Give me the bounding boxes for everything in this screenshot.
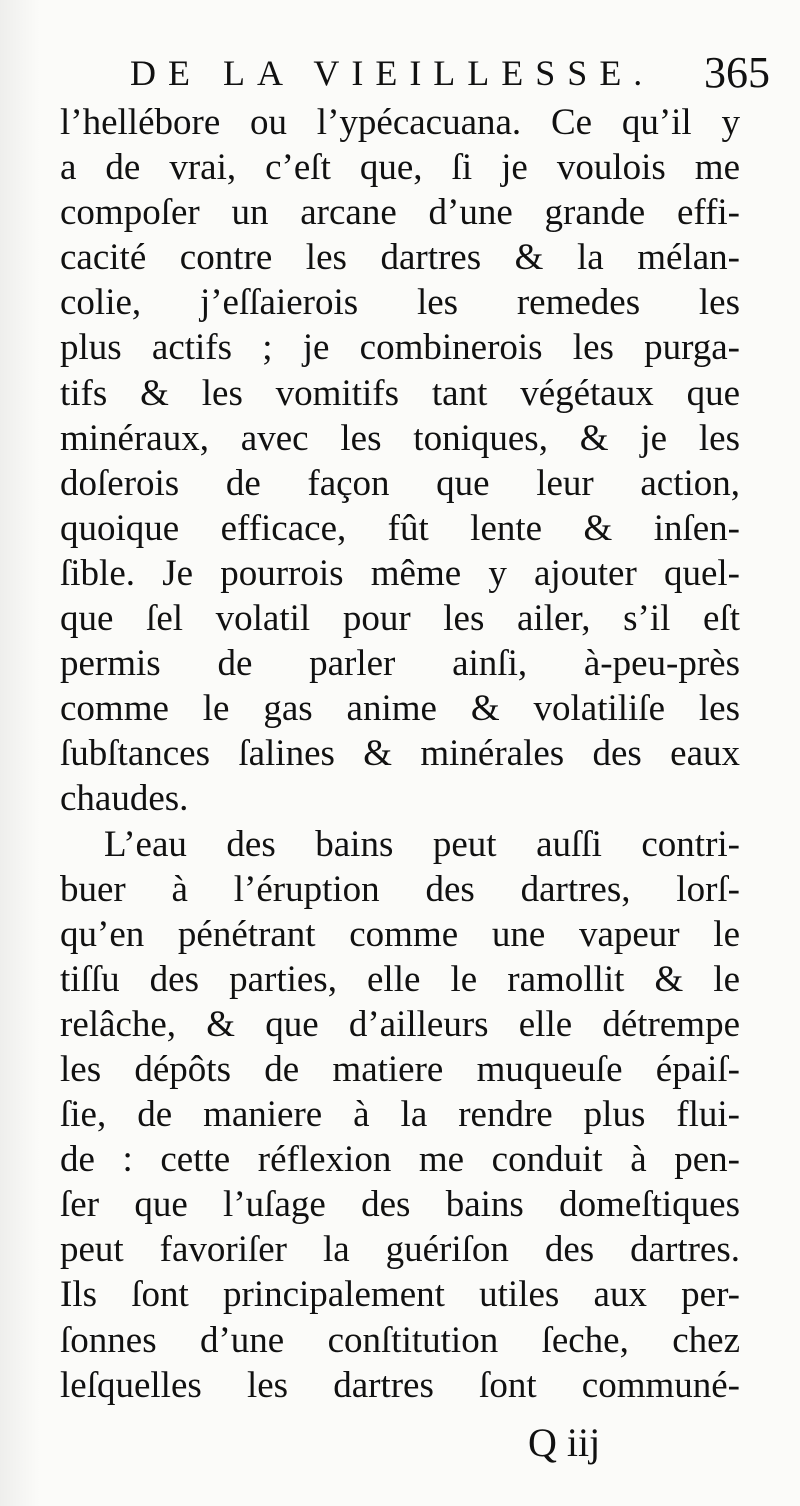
text-line: permis de parler ainſi, à-peu-près <box>60 643 740 685</box>
text-line: doſerois de façon que leur action, <box>60 462 740 504</box>
text-line: l’hellébore ou l’ypécacuana. Ce qu’il y <box>60 102 740 143</box>
text-line: qu’en pénétrant comme une vapeur le <box>60 913 740 955</box>
text-line: quoique efficace, fût lente & inſen- <box>60 507 740 549</box>
text-line: compoſer un arcane d’une grande effi- <box>60 192 740 234</box>
text-line: peut favoriſer la guériſon des dartres. <box>60 1229 740 1271</box>
text-line: tiſſu des parties, elle le ramollit & le <box>60 958 740 1000</box>
body-text <box>60 100 740 1408</box>
text-line: ſonnes d’une conſtitution ſeche, chez <box>60 1319 740 1361</box>
signature-mark: Q iij <box>528 1420 601 1465</box>
text-line: que ſel volatil pour les ailer, s’il eſt <box>60 598 740 640</box>
text-line: leſquelles les dartres ſont communé- <box>60 1364 740 1406</box>
running-head <box>130 48 770 98</box>
text-line: minéraux, avec les toniques, & je les <box>60 417 740 459</box>
text-line: buer à l’éruption des dartres, lorſ- <box>60 868 740 910</box>
text-line: colie, j’eſſaierois les remedes les <box>60 282 740 324</box>
text-line: relâche, & que d’ailleurs elle détrempe <box>60 1003 740 1045</box>
paragraph-start-line: L’eau des bains peut auſſi contri- <box>104 823 740 865</box>
text-line: ſubſtances ſalines & minérales des eaux <box>60 733 740 775</box>
text-line: plus actifs ; je combinerois les purga- <box>60 327 740 369</box>
text-line: ſer que l’uſage des bains domeſtiques <box>60 1184 740 1226</box>
text-line: a de vrai, c’eſt que, ſi je voulois me <box>60 147 740 189</box>
text-line: les dépôts de matiere muqueuſe épaiſ- <box>60 1048 740 1090</box>
text-line: de : cette réflexion me conduit à pen- <box>60 1139 740 1181</box>
text-line: comme le gas anime & volatiliſe les <box>60 688 740 730</box>
running-head-title: DE LA VIEILLESSE. <box>130 53 655 93</box>
page-number: 365 <box>704 48 770 97</box>
text-line: cacité contre les dartres & la mélan- <box>60 237 740 279</box>
text-line: ſible. Je pourrois même y ajouter quel- <box>60 552 740 594</box>
text-line: tifs & les vomitifs tant végétaux que <box>60 372 740 414</box>
text-line: ſie, de maniere à la rendre plus flui- <box>60 1094 740 1136</box>
paragraph-end-line: chaudes. <box>60 778 189 820</box>
text-line: Ils ſont principalement utiles aux per- <box>60 1274 740 1316</box>
